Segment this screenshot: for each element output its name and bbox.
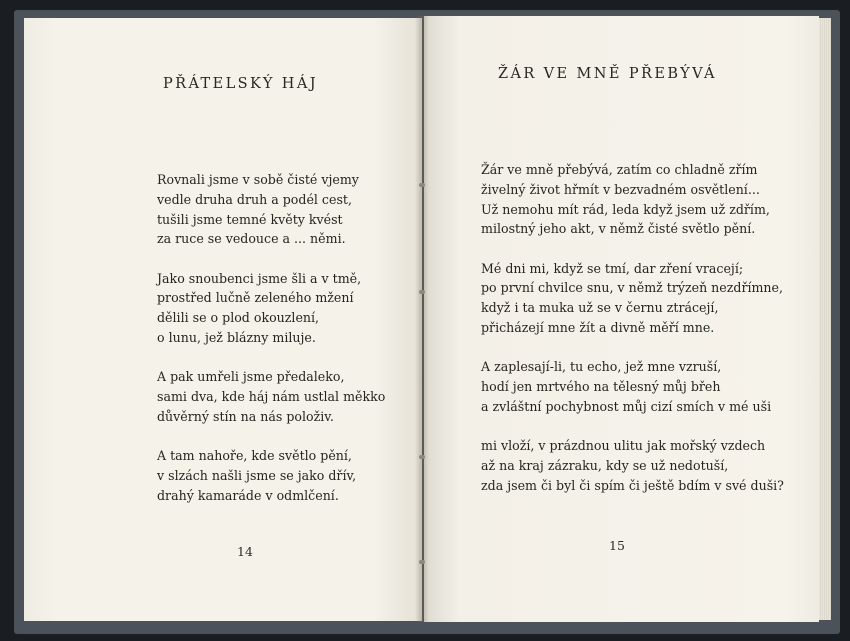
poem-line: hodí jen mrtvého na tělesný můj břeh	[481, 379, 721, 395]
poem-line: Už nemohu mít rád, leda když jsem už zdřím,	[481, 201, 770, 217]
left-poem-body	[157, 170, 407, 525]
poem-stanza	[157, 170, 407, 249]
poem-line: a zvláštní pochybnost můj cizí smích v mé uši	[481, 398, 772, 414]
poem-line: zda jsem či byl či spím či ještě bdím v své duši?	[481, 477, 784, 493]
poem-line: až na kraj zázraku, kdy se už nedotuší,	[481, 458, 729, 474]
poem-line: v slzách našli jsme se jako dřív,	[157, 468, 357, 484]
poem-line: prostřed lučně zeleného mžení	[157, 290, 354, 306]
right-page-number: 15	[609, 538, 625, 553]
poem-line: vedle druha druh a podél cest,	[157, 191, 352, 207]
poem-line: po první chvilce snu, v němž trýzeň nezdřímne,	[481, 280, 783, 296]
poem-line: milostný jeho akt, v němž čisté světlo pění.	[481, 221, 756, 237]
poem-line: živelný život hřmít v bezvadném osvětlení...	[481, 181, 760, 197]
poem-stanza	[157, 269, 407, 348]
poem-line: Jako snoubenci jsme šli a v tmě,	[157, 270, 362, 286]
poem-stanza	[481, 160, 776, 239]
poem-line: tušili jsme temné květy kvést	[157, 211, 343, 227]
poem-stanza	[481, 357, 776, 416]
poem-line: Mé dni mi, když se tmí, dar zření vracejí;	[481, 260, 744, 276]
poem-line: o lunu, jež blázny miluje.	[157, 330, 316, 346]
poem-line: Žár ve mně přebývá, zatím co chladně zřím	[481, 162, 758, 177]
binding-stitch	[419, 183, 425, 187]
poem-stanza	[481, 259, 783, 338]
binding-stitch	[419, 560, 425, 564]
poem-line: A pak umřeli jsme předaleko,	[157, 369, 345, 385]
poem-line: A tam nahoře, kde světlo pění,	[157, 448, 352, 464]
poem-stanza	[157, 446, 407, 505]
binding-stitch	[419, 455, 425, 459]
poem-line: dělili se o plod okouzlení,	[157, 310, 320, 326]
poem-line: za ruce se vedouce a ... němi.	[157, 231, 346, 247]
poem-line: Rovnali jsme v sobě čisté vjemy	[157, 172, 359, 187]
poem-line: A zaplesají-li, tu echo, jež mne vzruší,	[481, 359, 722, 375]
binding-stitch	[419, 290, 425, 294]
poem-line: důvěrný stín na nás položiv.	[157, 408, 334, 424]
poem-line: sami dva, kde háj nám ustlal měkko	[157, 389, 386, 405]
poem-line: když i ta muka už se v černu ztrácejí,	[481, 300, 719, 316]
left-poem-title: PŘÁTELSKÝ HÁJ	[163, 76, 318, 92]
poem-stanza	[157, 367, 407, 426]
right-poem-body	[481, 160, 784, 515]
page-edges	[819, 18, 831, 620]
poem-line: přicházejí mne žít a divně měří mne.	[481, 320, 715, 336]
book-gutter	[415, 16, 429, 622]
right-poem-title: ŽÁR VE MNĚ PŘEBÝVÁ	[498, 66, 717, 82]
poem-stanza	[481, 436, 784, 495]
poem-line: mi vloží, v prázdnou ulitu jak mořský vzdech	[481, 438, 766, 454]
left-page-number: 14	[237, 544, 253, 559]
poem-line: drahý kamaráde v odmlčení.	[157, 487, 339, 503]
